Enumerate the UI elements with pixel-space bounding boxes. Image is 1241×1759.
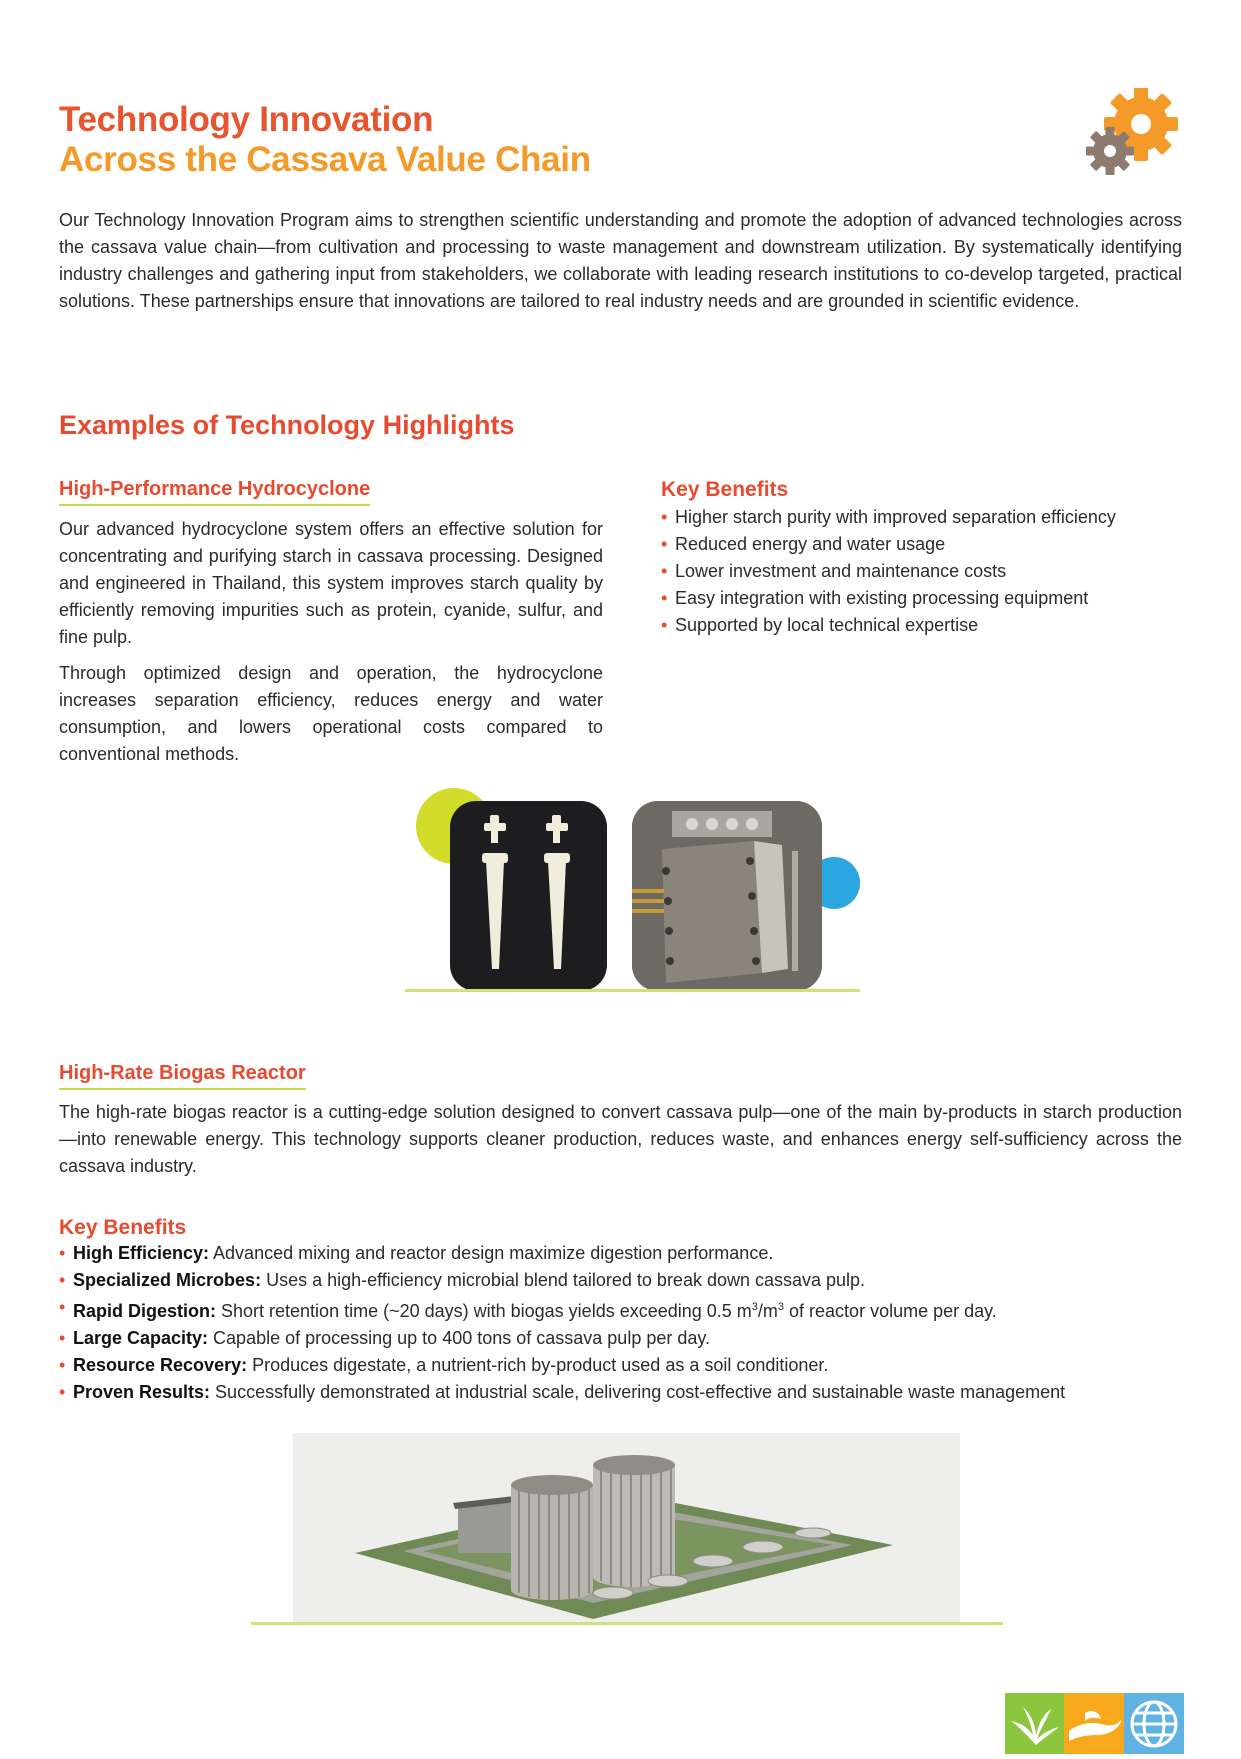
list-item: • Rapid Digestion: Short retention time (~20 days) with biogas yields exceeding 0.5 $m^3/m^3$ of reactor volume per day. [59, 1297, 997, 1321]
list-item: • Easy integration with existing processing equipment [661, 588, 1089, 608]
page-title-line2: Across the Cassava Value Chain [59, 140, 591, 179]
hydrocyclone-images [400, 783, 870, 993]
biogas-title: High-Rate Biogas Reactor [59, 1062, 306, 1090]
hydrocyclone-paragraph-1: Our advanced hydrocyclone system offers an effective solution for concentrating and purifying starch in cassava processing. Designed and engineered in Thailand, this system improves starch quality by efficiently removing impurities such as protein, cyanide, sulfur, and fine pulp. [59, 519, 603, 647]
list-item: • High Efficiency: Advanced mixing and reactor design maximize digestion performance. [59, 1243, 774, 1263]
list-item: • Reduced energy and water usage [661, 534, 946, 554]
biogas-paragraph: The high-rate biogas reactor is a cutting-edge solution designed to convert cassava pulp—one of the main by-products in starch production—into renewable energy. This technology supports cleaner production, reduces waste, and enhances energy self-sufficiency across the cassava industry. [59, 1102, 1182, 1176]
benefits-title: Key Benefits [59, 1216, 187, 1239]
list-item: • Resource Recovery: Produces digestate, a nutrient-rich by-product used as a soil conditioner. [59, 1355, 829, 1375]
hydrocyclone-paragraph-2: Through optimized design and operation, the hydrocyclone increases separation efficiency, reduces energy and water consumption, and lowers operational costs compared to conventional methods. [59, 663, 603, 764]
hydrocyclone-heading [59, 478, 370, 506]
leaf-icon [1005, 1693, 1064, 1754]
divider-line [405, 989, 860, 992]
hydrocyclone-cones-image [450, 801, 607, 991]
footer-logos [1005, 1693, 1184, 1754]
list-item: • Specialized Microbes: Uses a high-efficiency microbial blend tailored to break down cassava pulp. [59, 1270, 866, 1290]
list-item: • Supported by local technical expertise [661, 615, 979, 635]
section-title: Examples of Technology Highlights [59, 410, 515, 440]
biogas-benefits [59, 1216, 1209, 1406]
hydrocyclone-benefits [661, 478, 1181, 639]
biogas-heading [59, 1062, 306, 1090]
divider-line [251, 1622, 1003, 1625]
hydrocyclone-description [59, 516, 603, 768]
list-item: • Proven Results: Successfully demonstrated at industrial scale, delivering cost-effective and sustainable waste management [59, 1382, 1066, 1402]
page-title-line1: Technology Innovation [59, 100, 434, 139]
gears-icon [1085, 88, 1180, 178]
biogas-reactor-render [293, 1433, 960, 1623]
intro-paragraph: Our Technology Innovation Program aims to strengthen scientific understanding and promote the adoption of advanced technologies across the cassava value chain—from cultivation and processing to waste management and downstream utilization. By systematically identifying industry challenges and gathering input from stakeholders, we collaborate with leading research institutions to co-develop targeted, practical solutions. These partnerships ensure that innovations are tailored to real industry needs and are grounded in scientific evidence. [59, 210, 1182, 311]
list-item: • Higher starch purity with improved separation efficiency [661, 507, 1116, 527]
hydrocyclone-unit-image [632, 801, 822, 991]
list-item: • Lower investment and maintenance costs [661, 561, 1007, 581]
list-item: • Large Capacity: Capable of processing up to 400 tons of cassava pulp per day. [59, 1328, 711, 1348]
benefits-title: Key Benefits [661, 478, 789, 501]
hydrocyclone-title: High-Performance Hydrocyclone [59, 478, 370, 506]
